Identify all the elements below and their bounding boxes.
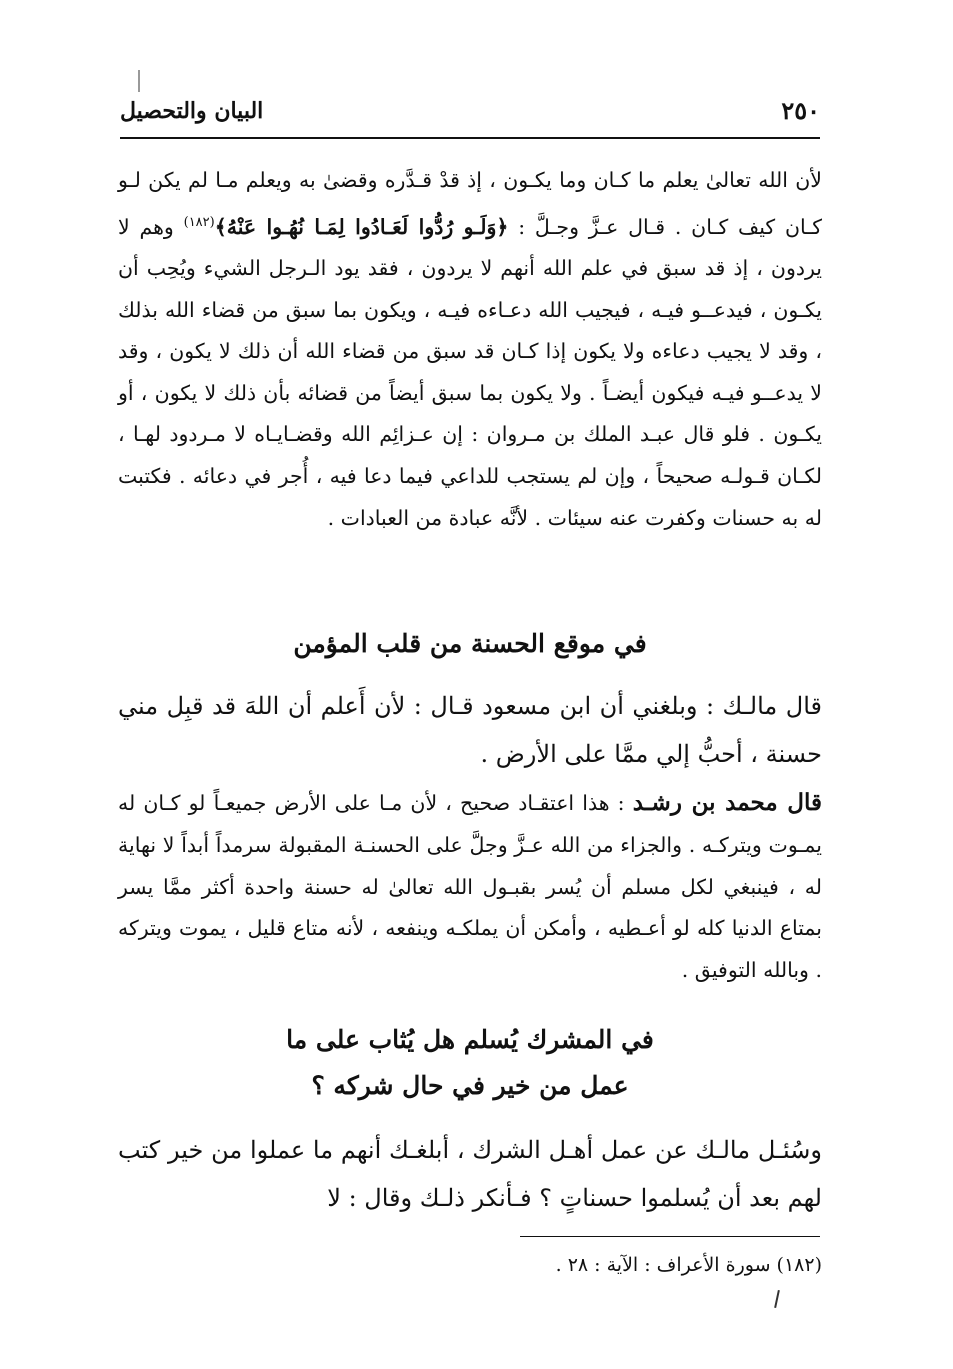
intro-text-1: لأن الله تعالىٰ يعلم ما كـان وما يكـون ، إذ قدْ قـدَّره وقضىٰ به ويعلم مـا لم يكن لـو كـان كيف كـان . قـال عـزَّ وجـلَّ : — [118, 168, 823, 239]
header-divider — [120, 137, 820, 139]
malik-paragraph: قال مالـك : وبلغني أن ابن مسعود قـال : لأن أَعلم أن اللهَ قد قبِل مني حسنة ، أحبُّ إلي ممَّا على الأرض . — [118, 692, 822, 768]
section-heading-2-line-1: في المشرك يُسلم هل يُثاب على ما — [286, 1025, 654, 1054]
speaker-name: قال محمد بن رشـد — [632, 789, 823, 816]
scan-mark — [138, 70, 140, 92]
footnote: (١٨٢) سورة الأعراف : الآية : ٢٨ . — [555, 1254, 822, 1276]
page-header — [120, 96, 820, 132]
running-title: البيان والتحصيل — [120, 98, 264, 124]
intro-paragraph — [118, 160, 822, 539]
ibn-rushd-paragraph — [118, 782, 822, 992]
intro-text-2: وهم لا يردون ، إذ قد سبق في علم الله أنهم لا يردون ، فقد يود الـرجل الشيء ويُحِب أن يكـون ، فيدعــو فيـه ، فيجيب الله دعـاءه فيـه ، ويكون بما سبق من قضاء الله بذلك ، وقد لا يجيب دعاءه ولا يكون إذا كـان قد سبق من قضاء الله أن ذلك لا يكون ، وقد لا يدعــو فيـه فيكون أيضـاً . ولا يكون بما سبق أيضاً من قضائه بأن ذلك لا يكون ، أو يكـون . فلو قال عبـد الملك بن مـروان : إن عـزائِم الله وقضـايـاه لا مـردود لهـا ، لكـان قـولـه صحيحاً ، وإن لم يستجب للداعي فيما دعا فيه ، أُجر في دعائه . فكتبت له به حسنات وكفرت عنه سيئات . لأنَّه عبادة من العبادات . — [118, 214, 822, 530]
scan-mark — [774, 1290, 780, 1308]
question-paragraph: وسُئـل مالـك عن عمل أهـل الشرك ، أبلغـك أنهم ما عملوا من خير كتب لهم بعد أن يُسلموا حسناتٍ ؟ فـأنكر ذلـك وقال : لا — [118, 1136, 822, 1212]
ibn-rushd-text: : هذا اعتقـاد صحيح ، لأن مـا على الأرض جميعـاً لو كـان له يمـوت ويتركـه . والجزاء من الله عـزَّ وجلَّ على الحسنـة المقبولة سرمداً أبداً لا نهاية له ، فينبغي لكل مسلم أن يُسر بقبـول الله تعالىٰ له حسنة واحدة أكثر ممَّا يسر بمتاع الدنيا كله لو أعـطيه ، وأمكن أن يملكـه وينفعه ، لأنه متاع قليل ، يموت ويتركه . وبالله التوفيق . — [118, 791, 822, 983]
page-number: ٢٥٠ — [781, 96, 820, 125]
quran-quote: ﴿وَلَـو رُدُّوا لَعَـادُوا لِمَـا نُهُـوا عَنْهُ﴾ — [214, 214, 509, 239]
section-heading-1: في موقع الحسنة من قلب المؤمن — [293, 629, 647, 658]
footnote-divider — [520, 1236, 820, 1237]
section-heading-2-line-2: عمل من خير في حال شركه ؟ — [311, 1071, 629, 1100]
footnote-reference: (١٨٢) — [183, 214, 215, 230]
